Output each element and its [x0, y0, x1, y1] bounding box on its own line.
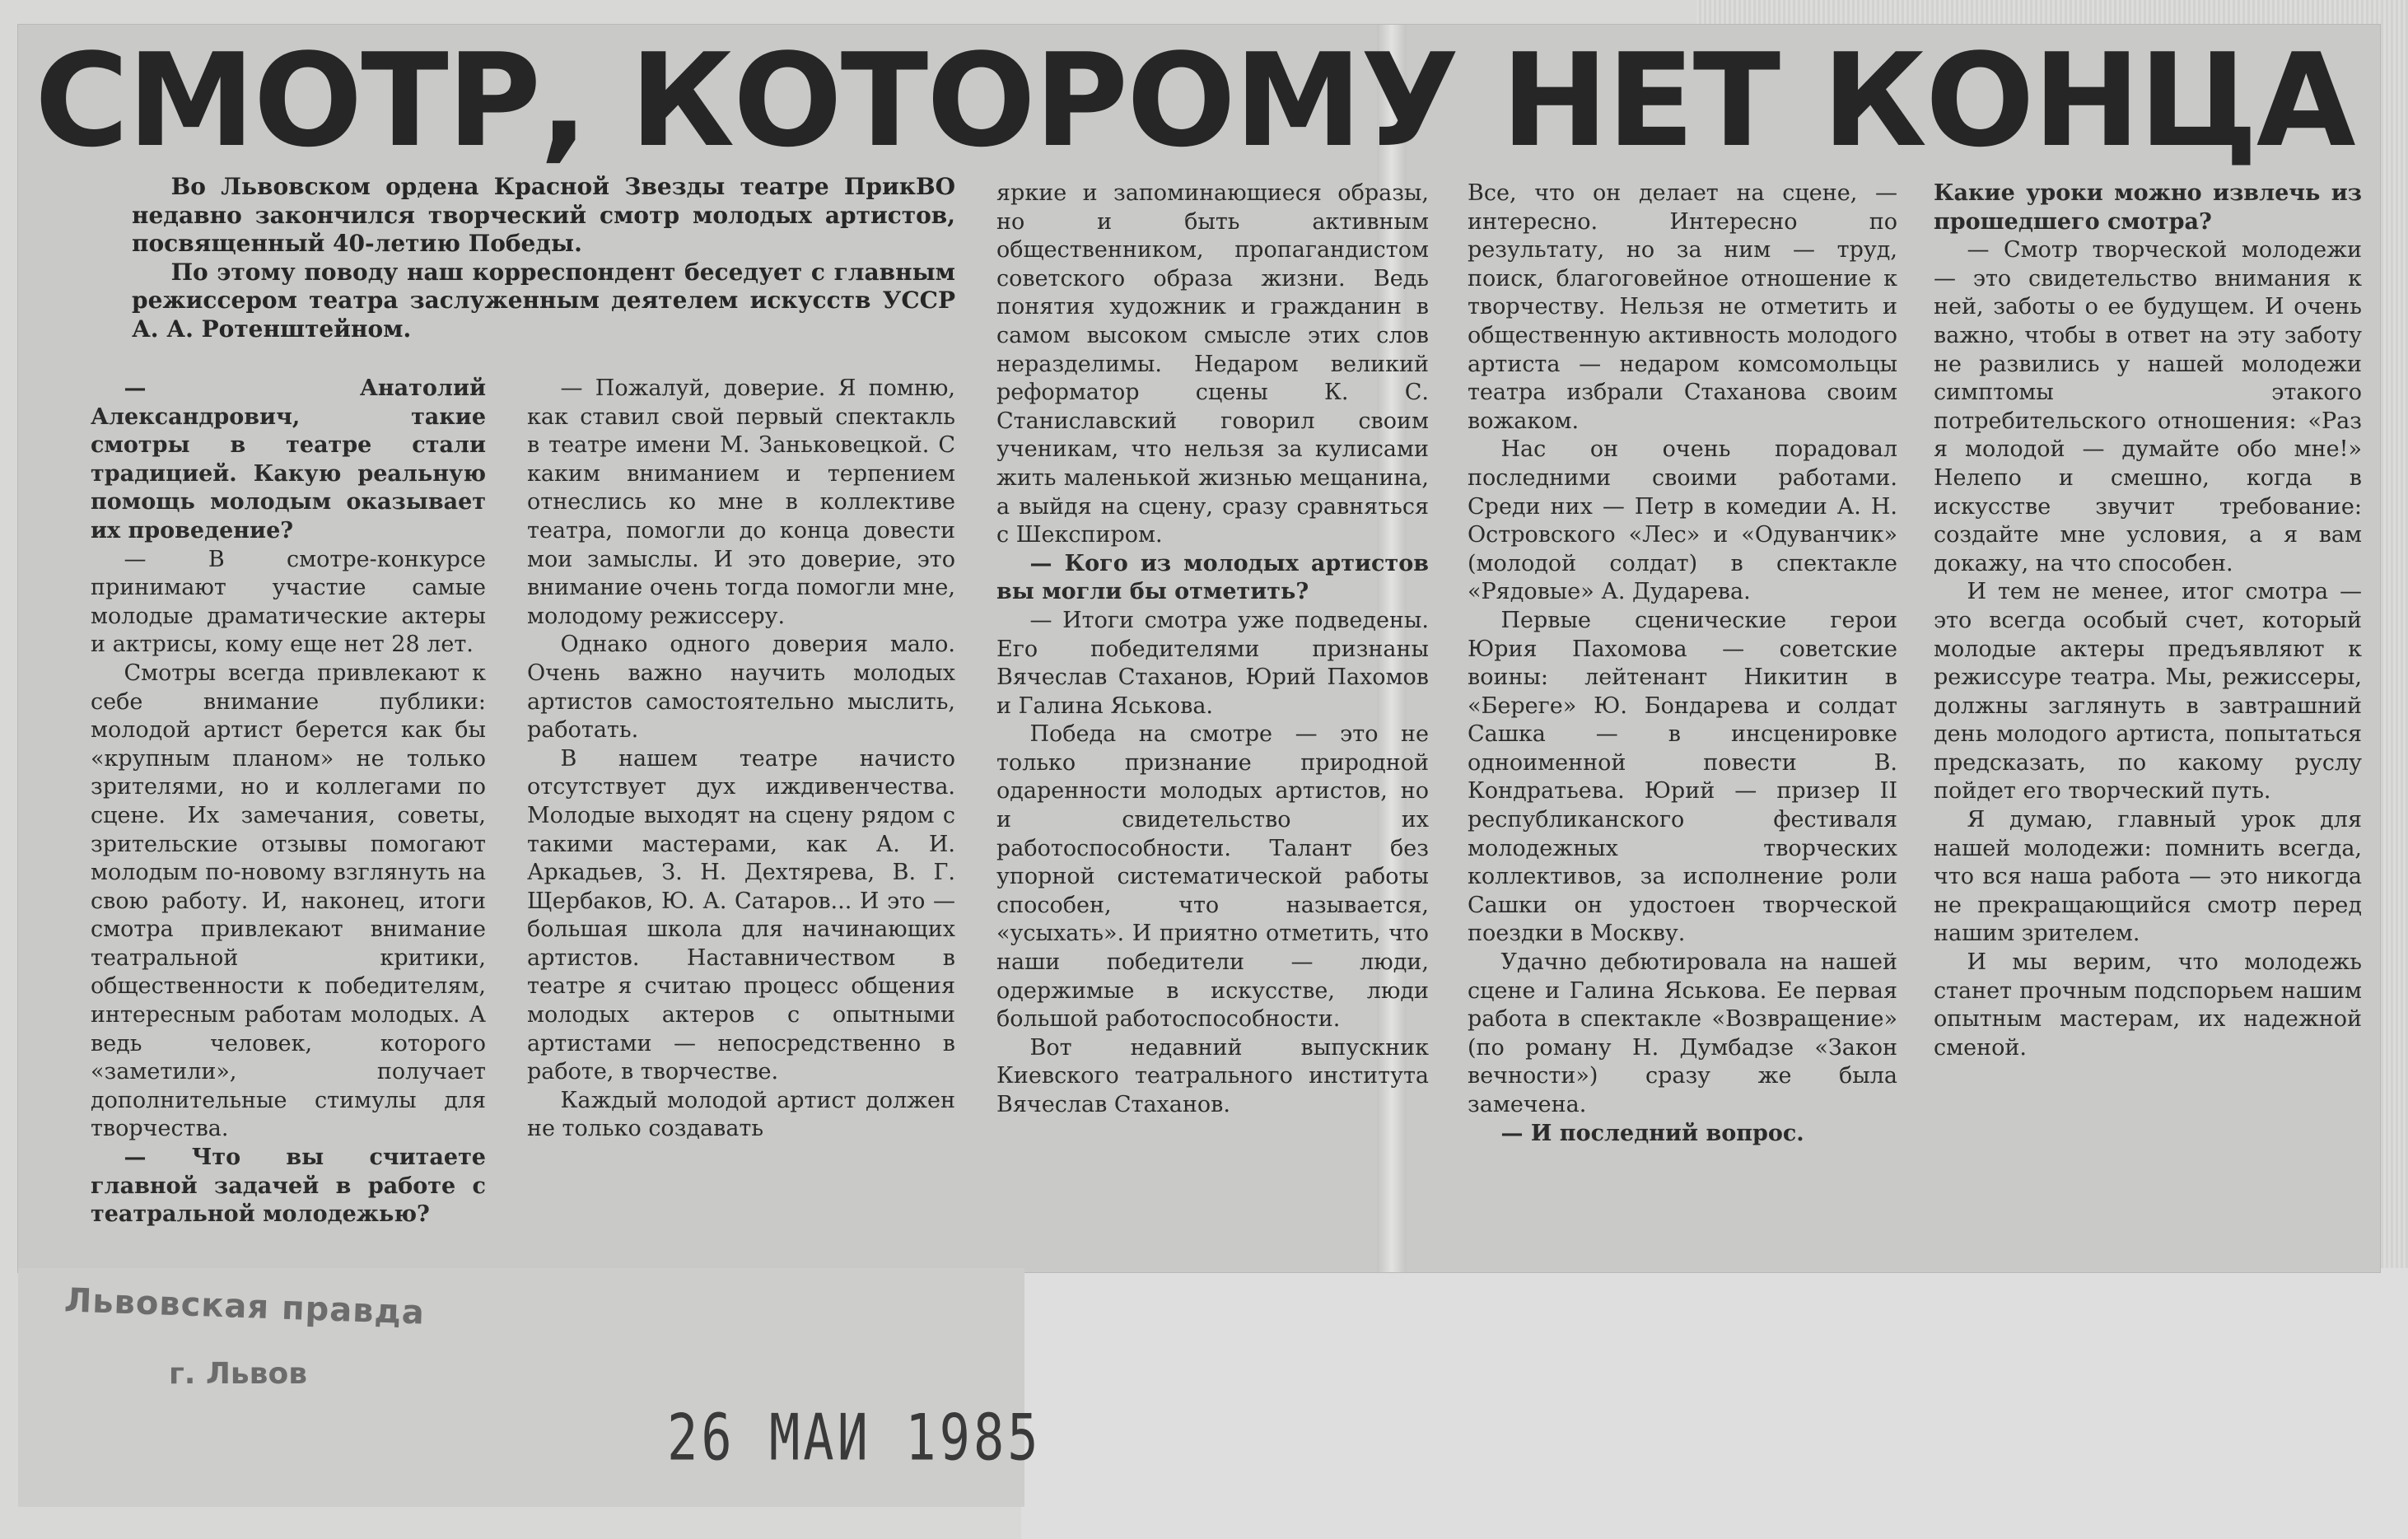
text-column-4	[1468, 180, 1897, 1148]
article-paragraph: Все, что он делает на сцене, — интересно. Интересно по результату, но за ним — труд, поиск, благоговейное отношение к творчеству. Нельзя не отметить и общественную активность молодого артиста — недаром комсомольцы театра избрали Стаханова своим вожаком.	[1468, 180, 1897, 434]
article-paragraph: яркие и запоминающиеся образы, но и быть активным общественником, пропагандистом советского образа жизни. Ведь понятия художник и гражданин в самом высоком смысле этих слов неразделимы. Недаром великий реформатор сцены К. С. Станиславский говорил своим ученикам, что нельзя за кулисами жить маленькой жизнью мещанина, а выйдя на сцену, сразу сравняться с Шекспиром.	[996, 180, 1429, 548]
article-paragraph: — Пожалуй, доверие. Я помню, как ставил свой первый спектакль в театре имени М. Заньковецкой. С каким вниманием и терпением отнеслись ко мне в коллективе театра, помогли до конца довести мои замыслы. И это доверие, это внимание очень тогда помогли мне, молодому режиссеру.	[527, 375, 955, 629]
background-surface-bottom	[1021, 1268, 2408, 1539]
article-paragraph: — Итоги смотра уже подведены. Его победителями признаны Вячеслав Стаханов, Юрий Пахомов и Галина Яськова.	[996, 607, 1429, 719]
lead-paragraph: По этому поводу наш корреспондент беседует с главным режиссером театра заслуженным деятелем искусств УССР А. А. Ротенштейном.	[132, 258, 955, 343]
newspaper-name-stamp: Львовская правда	[63, 1281, 426, 1332]
article-paragraph: — В смотре-конкурсе принимают участие самые молодые драматические актеры и актрисы, кому еще нет 28 лет.	[91, 546, 486, 658]
article-paragraph: В нашем театре начисто отсутствует дух иждивенчества. Молодые выходят на сцену рядом с такими мастерами, как А. И. Аркадьев, З. Н. Дехтярева, В. Г. Щербаков, Ю. А. Сатаров... И это — большая школа для начинающих артистов. Наставничеством в театре я считаю процесс общения молодых актеров с опытными артистами — непосредственно в работе, в творчестве.	[527, 745, 955, 1085]
interview-question: — Кого из молодых артистов вы могли бы отметить?	[996, 550, 1429, 605]
article-paragraph: — Смотр творческой молодежи — это свидетельство внимания к ней, заботы о ее будущем. И очень важно, чтобы в ответ на эту заботу не развились у нашей молодежи симптомы этакого потребительского отношения: «Раз я молодой — думайте обо мне!» Нелепо и смешно, когда в искусстве звучит требование: создайте мне условия, а я вам докажу, на что способен.	[1934, 237, 2362, 576]
interview-question: Какие уроки можно извлечь из прошедшего смотра?	[1934, 180, 2362, 235]
article-paragraph: Вот недавний выпускник Киевского театрального института Вячеслав Стаханов.	[996, 1034, 1429, 1117]
article-paragraph: Первые сценические герои Юрия Пахомова — советские воины: лейтенант Никитин в «Береге» Ю. Бондарева и солдат Сашка — в инсценировке одноименной повести В. Кондратьева. Юрий — призер II республиканского фестиваля молодежных творческих коллективов, за исполнение роли Сашки он удостоен творческой поездки в Москву.	[1468, 607, 1897, 947]
article-paragraph: Я думаю, главный урок для нашей молодежи: помнить всегда, что вся наша работа — это никогда не прекращающийся смотр перед нашим зрителем.	[1934, 807, 2362, 947]
article-lead	[132, 173, 955, 343]
article-headline: СМОТР, КОТОРОМУ НЕТ КОНЦА	[35, 26, 2354, 175]
interview-question: — Что вы считаете главной задачей в работе с театральной молодежью?	[91, 1145, 486, 1228]
article-paragraph: Удачно дебютировала на нашей сцене и Галина Яськова. Ее первая работа в спектакле «Возвращение» (по роману Н. Думбадзе «Закон вечности») сразу же была замечена.	[1468, 949, 1897, 1117]
article-paragraph: Нас он очень порадовал последними своими работами. Среди них — Петр в комедии А. Н. Островского «Лес» и «Одуванчик» (молодой солдат) в спектакле «Рядовые» А. Дударева.	[1468, 436, 1897, 605]
text-column-1	[91, 375, 486, 1229]
article-paragraph: И тем не менее, итог смотра — это всегда особый счет, который молодые актеры предъявляют к режиссуре театра. Мы, режиссеры, должны заглянуть в завтрашний день молодого артиста, попытаться предсказать, по какому руслу пойдет его творческий путь.	[1934, 579, 2362, 804]
interview-question: — И последний вопрос.	[1500, 1120, 1804, 1146]
date-stamp: 26 МАИ 1985	[667, 1400, 1042, 1476]
text-column-5	[1934, 180, 2362, 1062]
lead-paragraph: Во Львовском ордена Красной Звезды театре ПрикВО недавно закончился творческий смотр молодых артистов, посвященный 40-летию Победы.	[132, 173, 955, 257]
article-paragraph: Однако одного доверия мало. Очень важно научить молодых артистов самостоятельно мыслить, работать.	[527, 632, 955, 744]
article-paragraph: И мы верим, что молодежь станет прочным подспорьем нашим опытным мастерам, их надежной сменой.	[1934, 949, 2362, 1061]
text-column-2	[527, 375, 955, 1144]
article-paragraph: Победа на смотре — это не только признание природной одаренности молодых артистов, но и свидетельство их работоспособности. Талант без упорной систематической работы способен, что называется, «усыхать». И приятно отметить, что наши победители — люди, одержимые в искусстве, люди большой работоспособности.	[996, 721, 1429, 1033]
article-paragraph: Смотры всегда привлекают к себе внимание публики: молодой артист берется как бы «крупным планом» не только зрителями, но и коллегами по сцене. Их замечания, советы, зрительские отзывы помогают молодым по-новому взглянуть на свою работу. И, наконец, итоги смотра привлекают внимание театральной критики, общественности к победителям, интересным работам молодых. А ведь человек, которого «заметили», получает дополнительные стимулы для творчества.	[91, 660, 486, 1142]
text-column-3	[996, 180, 1429, 1120]
city-stamp: г. Львов	[169, 1357, 307, 1391]
article-paragraph: Каждый молодой артист должен не только создавать	[527, 1087, 955, 1142]
interview-question: — Анатолий Александрович, такие смотры в театре стали традицией. Какую реальную помощь молодым оказывает их проведение?	[91, 375, 486, 543]
